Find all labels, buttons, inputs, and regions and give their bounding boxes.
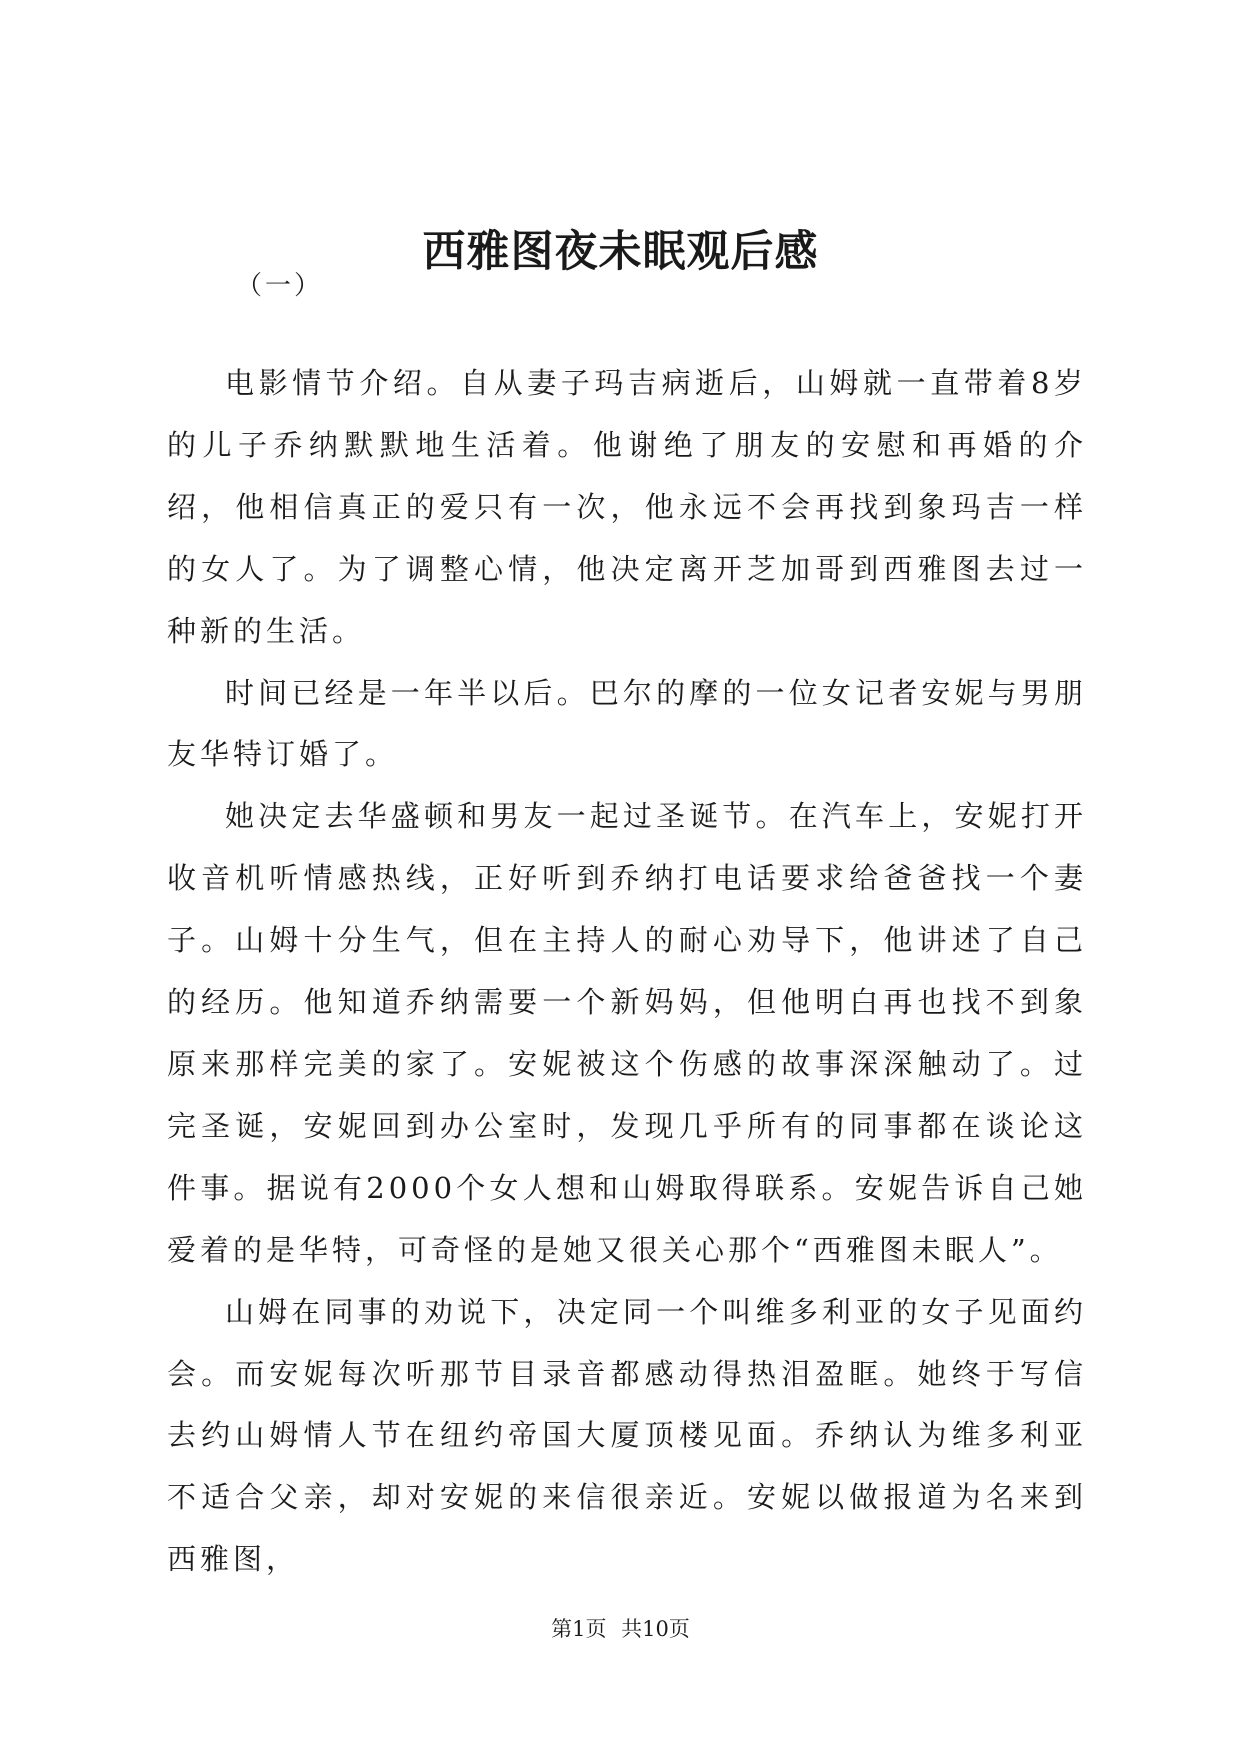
document-body [167, 353, 1087, 1591]
page-number-total: 共10页 [621, 1617, 690, 1641]
section-label: （一） [236, 271, 324, 301]
body-paragraph: 山姆在同事的劝说下，决定同一个叫维多利亚的女子见面约会。而安妮每次听那节目录音都感动得热泪盈眶。她终于写信去约山姆情人节在纽约帝国大厦顶楼见面。乔纳认为维多利亚不适合父亲，却对安妮的来信很亲近。安妮以做报道为名来到西雅图， [167, 1294, 1087, 1577]
page-footer [0, 1614, 1241, 1644]
body-paragraph: 时间已经是一年半以后。巴尔的摩的一位女记者安妮与男朋友华特订婚了。 [167, 675, 1087, 772]
body-paragraph: 电影情节介绍。自从妻子玛吉病逝后，山姆就一直带着8岁的儿子乔纳默默地生活着。他谢绝了朋友的安慰和再婚的介绍，他相信真正的爱只有一次，他永远不会再找到象玛吉一样的女人了。为了调整心情，他决定离开芝加哥到西雅图去过一种新的生活。 [167, 366, 1087, 648]
document-title: 西雅图夜未眠观后感 [422, 227, 819, 277]
body-paragraph: 她决定去华盛顿和男友一起过圣诞节。在汽车上，安妮打开收音机听情感热线，正好听到乔纳打电话要求给爸爸找一个妻子。山姆十分生气，但在主持人的耐心劝导下，他讲述了自己的经历。他知道乔纳需要一个新妈妈，但他明白再也找不到象原来那样完美的家了。安妮被这个伤感的故事深深触动了。过完圣诞，安妮回到办公室时，发现几乎所有的同事都在谈论这件事。据说有2000个女人想和山姆取得联系。安妮告诉自己她爱着的是华特，可奇怪的是她又很关心那个“西雅图未眠人”。 [167, 799, 1087, 1267]
page-number-current: 第1页 [551, 1617, 607, 1641]
